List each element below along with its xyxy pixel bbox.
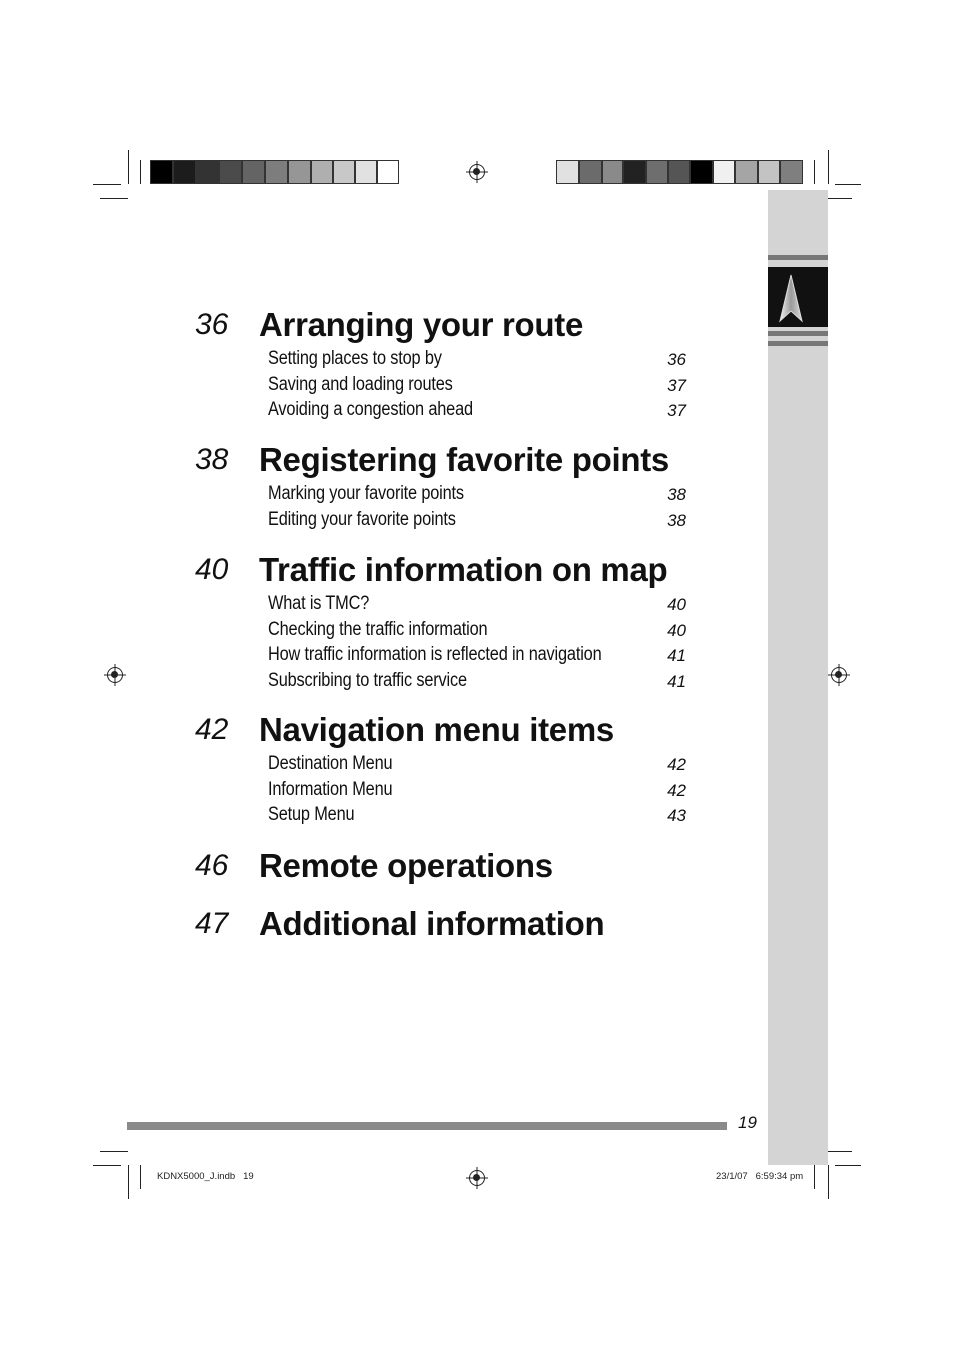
crop-mark <box>814 160 815 184</box>
toc-item-page: 37 <box>667 401 686 420</box>
toc-item[interactable] <box>195 670 695 696</box>
toc-item-page: 40 <box>667 620 686 640</box>
side-tab <box>768 190 828 1165</box>
side-tab-stripe <box>768 331 828 336</box>
toc-item-label: Information Menu <box>268 778 393 800</box>
crop-mark <box>140 160 141 184</box>
section-title[interactable]: Registering favorite points <box>259 441 669 478</box>
crop-mark <box>100 1151 128 1152</box>
section-page-number: 46 <box>195 849 229 882</box>
toc-section <box>195 308 695 425</box>
toc-item-label: Checking the traffic information <box>268 618 488 640</box>
toc-item-page: 38 <box>667 485 686 504</box>
registration-mark-icon <box>469 164 485 180</box>
toc-item-label: How traffic information is reflected in navigation <box>268 644 602 665</box>
crop-mark <box>140 1165 141 1189</box>
page-number: 19 <box>738 1113 757 1132</box>
crop-mark <box>100 198 128 199</box>
crop-mark <box>128 150 129 184</box>
crop-mark <box>828 150 829 184</box>
crop-mark <box>93 1165 121 1166</box>
toc-item-page: 41 <box>667 646 686 665</box>
toc-item-label: Marking your favorite points <box>268 483 464 504</box>
toc-item-page: 43 <box>667 806 686 825</box>
toc-section <box>195 849 695 889</box>
registration-mark-icon <box>469 1170 485 1186</box>
toc-item-label: Setup Menu <box>268 804 355 825</box>
crop-mark <box>828 1165 829 1199</box>
section-title[interactable]: Navigation menu items <box>259 711 614 748</box>
side-tab-stripe <box>768 341 828 346</box>
crop-mark <box>828 1151 852 1152</box>
section-title[interactable]: Traffic information on map <box>259 551 668 588</box>
crop-mark <box>93 184 121 185</box>
toc-item-label: Setting places to stop by <box>268 348 442 369</box>
toc-item-label: Editing your favorite points <box>268 508 456 530</box>
toc-item-label: Avoiding a congestion ahead <box>268 399 473 420</box>
toc-item-label: Subscribing to traffic service <box>268 669 467 691</box>
section-page-number: 42 <box>195 713 229 746</box>
toc-item[interactable] <box>195 593 695 619</box>
toc-item[interactable] <box>195 399 695 425</box>
toc-item-page: 40 <box>667 595 686 614</box>
print-slug-left: KDNX5000_J.indb 19 <box>157 1171 254 1182</box>
toc-item-label: Destination Menu <box>268 753 393 774</box>
toc-section <box>195 713 695 830</box>
toc-item[interactable] <box>195 644 695 670</box>
section-page-number: 38 <box>195 443 229 476</box>
section-title[interactable]: Remote operations <box>259 847 553 884</box>
toc-item[interactable] <box>195 509 695 535</box>
toc-item-page: 41 <box>667 671 686 691</box>
section-title[interactable]: Additional information <box>259 905 605 942</box>
toc-item-page: 42 <box>667 755 686 774</box>
section-title[interactable]: Arranging your route <box>259 306 584 343</box>
navigation-arrow-icon <box>768 267 828 327</box>
registration-mark-icon <box>831 667 847 683</box>
print-slug-right: 23/1/07 6:59:34 pm <box>716 1171 804 1182</box>
toc-section <box>195 553 695 695</box>
toc-item[interactable] <box>195 753 695 779</box>
toc-section <box>195 907 695 947</box>
toc-item-label: Saving and loading routes <box>268 373 453 395</box>
toc-item-page: 42 <box>667 780 686 800</box>
toc-item[interactable] <box>195 348 695 374</box>
section-page-number: 47 <box>195 907 229 940</box>
side-tab-stripe <box>768 255 828 260</box>
footer-bar <box>127 1122 727 1130</box>
toc-item[interactable] <box>195 619 695 645</box>
section-page-number: 36 <box>195 308 229 341</box>
toc-item-page: 37 <box>667 375 686 395</box>
section-page-number: 40 <box>195 553 229 586</box>
toc-item[interactable] <box>195 374 695 400</box>
toc-item-page: 38 <box>667 510 686 530</box>
toc-item[interactable] <box>195 483 695 509</box>
crop-mark <box>814 1165 815 1189</box>
crop-mark <box>835 184 861 185</box>
crop-mark <box>835 1165 861 1166</box>
registration-mark-icon <box>107 667 123 683</box>
crop-mark <box>128 1165 129 1199</box>
crop-mark <box>828 198 852 199</box>
toc-item-label: What is TMC? <box>268 593 370 614</box>
toc-item[interactable] <box>195 804 695 830</box>
toc-section <box>195 443 695 534</box>
toc-item[interactable] <box>195 779 695 805</box>
toc-item-page: 36 <box>667 350 686 369</box>
